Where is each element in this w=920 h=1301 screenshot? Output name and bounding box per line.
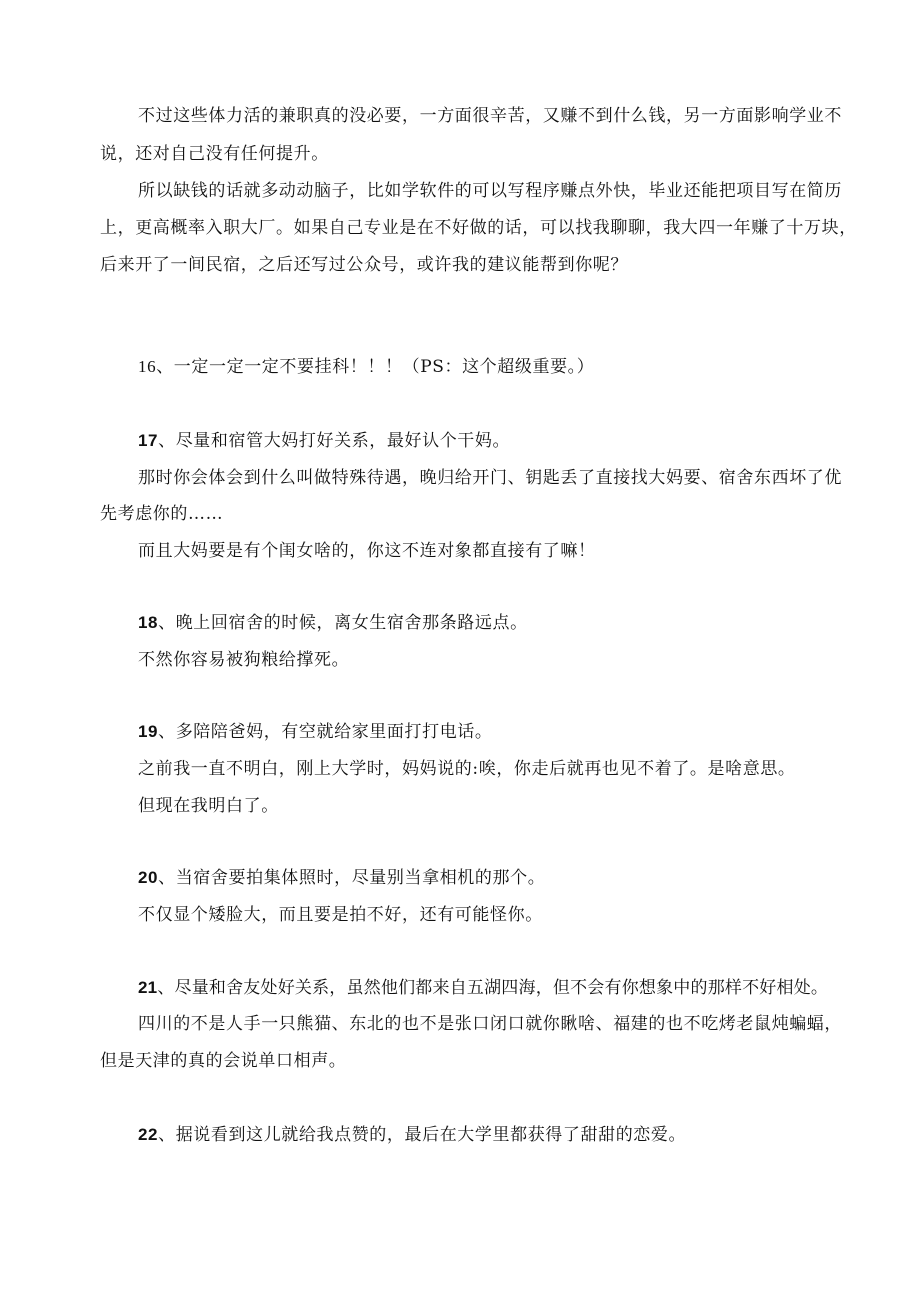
item-number: 22 [138,1125,159,1144]
item-20-body-line1: 不仅显个矮脸大，而且要是拍不好，还有可能怪你。 [138,905,543,925]
item-17-body-line1: 那时你会体会到什么叫做特殊待遇，晚归给开门、钥匙丢了直接找大妈要、宿舍东西坏了优 [138,468,842,488]
item-18-heading [138,612,528,634]
item-title: 、当宿舍要拍集体照时，尽量别当拿相机的那个。 [158,868,546,888]
intro-p1-line2: 说，还对自己没有任何提升。 [100,144,329,164]
item-number: 21 [138,978,158,997]
item-22-heading [138,1124,686,1146]
item-17-body-line3: 而且大妈要是有个闺女啥的，你这不连对象都直接有了嘛！ [138,541,596,561]
item-18-body-line1: 不然你容易被狗粮给撑死。 [138,650,350,670]
item-title: 、一定一定一定不要挂科！！！（PS：这个超级重要。） [156,357,595,377]
intro-p2-line2: 上，更高概率入职大厂。如果自己专业是在不好做的话，可以找我聊聊，我大四一年赚了十万块， [100,218,857,238]
item-21-body-line1: 四川的不是人手一只熊猫、东北的也不是张口闭口就你瞅啥、福建的也不吃烤老鼠炖蝙蝠， [138,1014,842,1034]
item-title: 、晚上回宿舍的时候，离女生宿舍那条路远点。 [158,613,528,633]
item-title: 、多陪陪爸妈，有空就给家里面打打电话。 [158,722,493,742]
item-number: 16 [138,357,157,376]
item-21-body-line2: 但是天津的真的会说单口相声。 [100,1051,347,1071]
item-21-heading [138,977,828,999]
item-16-heading [138,356,594,378]
item-19-heading [138,721,493,743]
item-number: 18 [138,613,159,632]
item-title: 、尽量和舍友处好关系，虽然他们都来自五湖四海，但不会有你想象中的那样不好相处。 [157,978,829,998]
intro-p2-line3: 后来开了一间民宿，之后还写过公众号，或许我的建议能帮到你呢？ [100,255,628,275]
item-title: 、尽量和宿管大妈打好关系，最好认个干妈。 [158,431,511,451]
item-17-heading [138,430,510,452]
item-19-body-line2: 但现在我明白了。 [138,796,279,816]
item-17-body-line2: 先考虑你的…… [100,504,224,524]
item-20-heading [138,867,545,889]
item-number: 20 [138,868,159,887]
item-number: 19 [138,722,159,741]
item-number: 17 [138,431,159,450]
intro-p1-line1: 不过这些体力活的兼职真的没必要，一方面很辛苦，又赚不到什么钱，另一方面影响学业不 [138,106,842,126]
item-title: 、据说看到这儿就给我点赞的，最后在大学里都获得了甜甜的恋爱。 [158,1125,687,1145]
item-19-body-line1: 之前我一直不明白，刚上大学时，妈妈说的:唉，你走后就再也见不着了。是啥意思。 [138,759,796,779]
intro-p2-line1: 所以缺钱的话就多动动脑子，比如学软件的可以写程序赚点外快，毕业还能把项目写在简历 [138,181,842,201]
